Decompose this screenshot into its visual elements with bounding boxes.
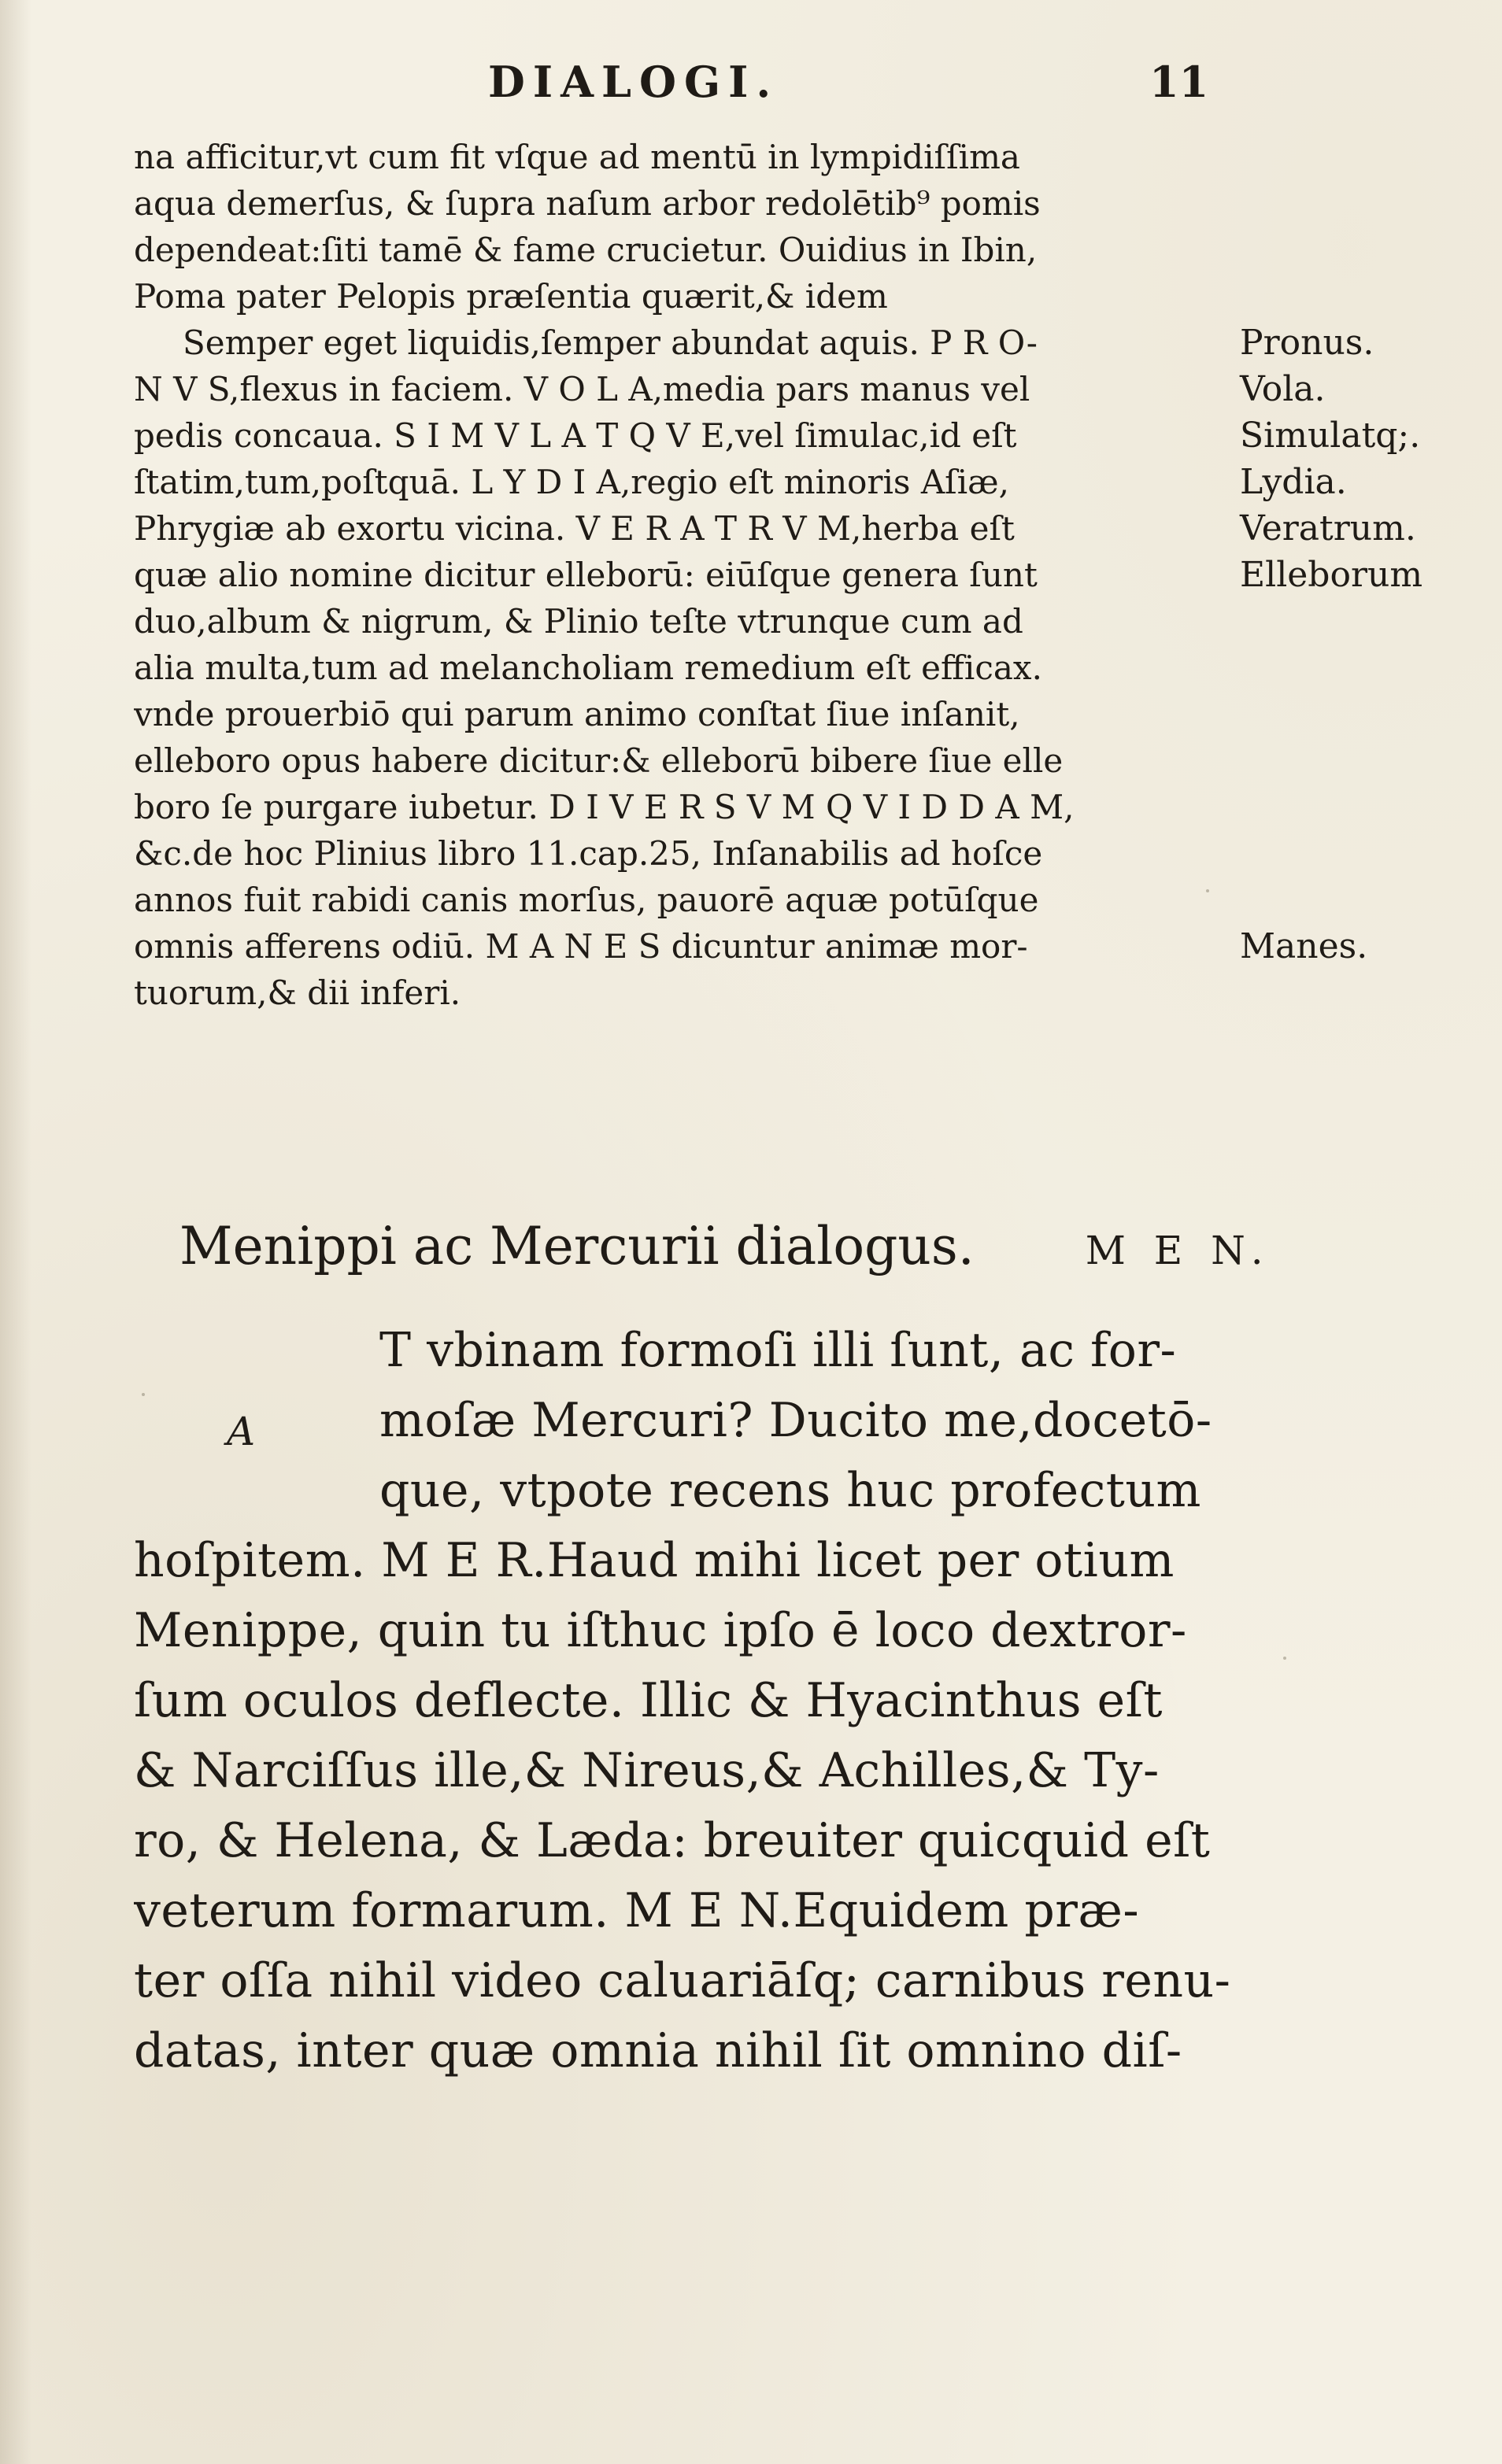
commentary-line: aqua demerſus, & ſupra naſum arbor redolētib⁹ pomis: [134, 184, 1041, 223]
running-title: DIALOGI.: [488, 57, 779, 107]
commentary-line: Semper eget liquidis,ſemper abundat aquis. P R O-: [183, 323, 1038, 362]
sidenote-lydia: Lydia.: [1240, 462, 1347, 502]
commentary-line: Poma pater Pelopis præſentia quærit,& idem: [134, 277, 888, 316]
ink-speck: [1283, 1657, 1286, 1660]
sidenote-vola: Vola.: [1240, 369, 1326, 409]
commentary-line: pedis concaua. S I M V L A T Q V E,vel ſimulac,id eſt: [134, 416, 1017, 455]
commentary-line: Phrygiæ ab exortu vicina. V E R A T R V M,herba eſt: [134, 509, 1015, 548]
dialogue-text: [134, 1316, 1252, 2086]
speaker-label: M E N.: [1085, 1228, 1271, 1273]
dialogue-line: Menippe, quin tu iſthuc ipſo ē loco dextror-: [134, 1603, 1187, 1658]
dialogue-line: hoſpitem. M E R.Haud mihi licet per otium: [134, 1533, 1175, 1588]
dialogue-line: T vbinam formoſi illi ſunt, ac for-: [379, 1323, 1177, 1378]
commentary-line: duo,album & nigrum, & Plinio teſte vtrunque cum ad: [134, 602, 1023, 641]
commentary-line: N V S,flexus in faciem. V O L A,media pars manus vel: [134, 370, 1030, 408]
commentary-line: ſtatim,tum,poſtquā. L Y D I A,regio eſt minoris Aſiæ,: [134, 463, 1009, 501]
commentary-line: dependeat:ſiti tamē & fame crucietur. Ouidius in Ibin,: [134, 231, 1038, 269]
dialogue-line: datas, inter quæ omnia nihil ſit omnino diſ-: [134, 2023, 1182, 2078]
ink-speck: [1206, 889, 1209, 892]
commentary-block: [134, 134, 1252, 1016]
sidenote-simulatque: Simulatq;.: [1240, 416, 1421, 456]
running-head: [0, 57, 1502, 112]
commentary-line: vnde prouerbiō qui parum animo conſtat ſiue inſanit,: [134, 695, 1020, 733]
page-number: 11: [1149, 57, 1209, 107]
commentary-line: quæ alio nomine dicitur elleborū: eiūſque genera ſunt: [134, 556, 1038, 594]
commentary-line: alia multa,tum ad melancholiam remedium eſt efficax.: [134, 648, 1042, 687]
commentary-line: annos fuit rabidi canis morſus, pauorē aquæ potūſque: [134, 881, 1039, 919]
commentary-line: elleboro opus habere dicitur:& elleborū bibere ſiue elle: [134, 741, 1064, 780]
dialogue-line: que, vtpote recens huc profectum: [379, 1463, 1201, 1518]
commentary-line: omnis afferens odiū. M A N E S dicuntur animæ mor-: [134, 927, 1028, 966]
dialogue-line: veterum formarum. M E N.Equidem præ-: [134, 1883, 1140, 1938]
dialogue-line: ter oſſa nihil video caluariāſq; carnibus renu-: [134, 1953, 1231, 2008]
dialogue-line: moſæ Mercuri? Ducito me,docetō-: [379, 1393, 1212, 1448]
dialogue-title: Menippi ac Mercurii dialogus.: [179, 1216, 975, 1276]
ink-speck: [142, 1393, 145, 1396]
sidenote-elleborum: Elleborum: [1240, 555, 1423, 595]
dialogue-line: & Narciſſus ille,& Nireus,& Achilles,& Ty-: [134, 1743, 1160, 1798]
dialogue-line: ro, & Helena, & Læda: breuiter quicquid eſt: [134, 1813, 1211, 1868]
gutter-shadow: [0, 0, 31, 2464]
sidenote-veratrum: Veratrum.: [1240, 508, 1416, 549]
initial-letter: A: [227, 1409, 256, 1454]
commentary-line: &c.de hoc Plinius libro 11.cap.25, Inſanabilis ad hoſce: [134, 834, 1043, 873]
commentary-line: boro ſe purgare iubetur. D I V E R S V M Q V I D D A M,: [134, 788, 1075, 826]
sidenote-pronus: Pronus.: [1240, 323, 1374, 363]
sidenote-manes: Manes.: [1240, 926, 1368, 966]
commentary-line: tuorum,& dii inferi.: [134, 973, 461, 1012]
commentary-line: na afficitur,vt cum fit vſque ad mentū in lympidiſſima: [134, 138, 1020, 176]
dialogue-heading: [179, 1216, 1271, 1276]
dialogue-line: ſum oculos deflecte. Illic & Hyacinthus eſt: [134, 1673, 1163, 1728]
